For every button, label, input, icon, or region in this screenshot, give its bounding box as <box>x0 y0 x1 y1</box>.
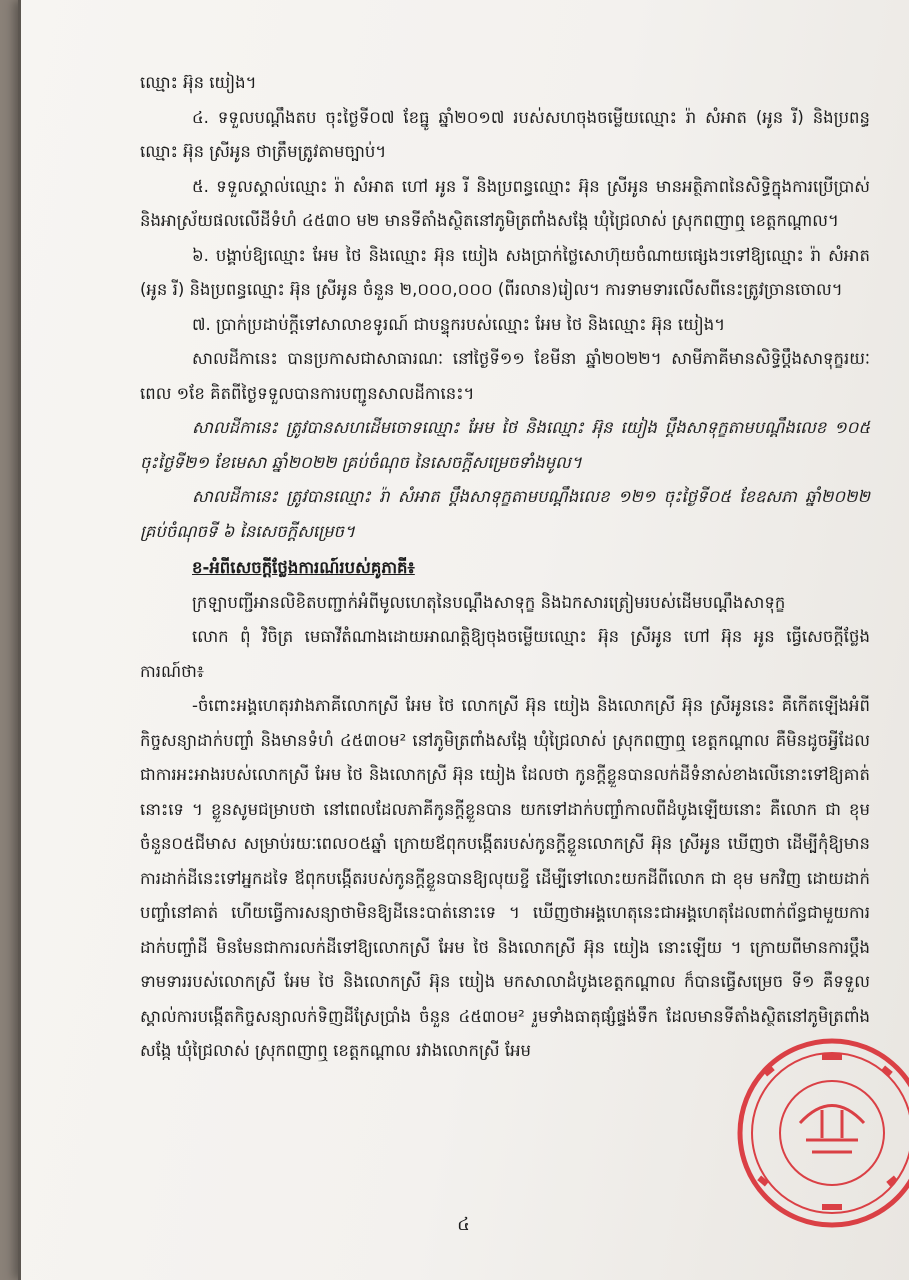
paragraph-0: ឈ្មោះ អ៊ុន យៀង។ <box>140 73 257 92</box>
official-seal-stamp <box>722 1028 909 1238</box>
paragraph-ruling-6: ៦. បង្គាប់ឱ្យឈ្មោះ អែម ថៃ និងឈ្មោះ អ៊ុន យៀង សងប្រាក់ថ្លៃសោហ៊ុយចំណាយផ្សេងៗទៅឱ្យឈ្មោះ រ៉ា សំអាត (អូន រី) និងប្រពន្ធឈ្មោះ អ៊ុន ស្រីអូន ចំនួន ២,០០០,០០០ (ពីរលាន)រៀល។ ការទាមទារលើសពីនេះត្រូវច្រានចោល។ <box>140 245 870 299</box>
paragraph-announcement: សាលដីកានេះ បានប្រកាសជាសាធារណៈ នៅថ្ងៃទី១១ ខែមីនា ឆ្នាំ២០២២។ សាមីភាគីមានសិទ្ធិប្តឹងសាទុក្ខរយៈពេល ១ខែ គិតពីថ្ងៃទទួលបានការបញ្ជូនសាលដីកានេះ។ <box>140 349 870 403</box>
document-body <box>140 66 870 1069</box>
body-paragraph-2: លោក ពុំ វិចិត្រ មេធាវីតំណាងដោយអាណត្តិឱ្យចុងចម្លើយឈ្មោះ អ៊ុន ស្រីអូន ហៅ អ៊ុន អូន ធ្វើសេចក្តីថ្លែងការណ៍ថា៖ <box>140 627 870 681</box>
paragraph-appeal-1: សាលដីកានេះ ត្រូវបានសហដើមចោទឈ្មោះ អែម ថៃ និងឈ្មោះ អ៊ុន យៀង ប្តឹងសាទុក្ខតាមបណ្តឹងលេខ ១០៥ ចុះថ្ងៃទី២១ ខែមេសា ឆ្នាំ២០២២ គ្រប់ចំណុច នៃសេចក្តីសម្រេចទាំងមូល។ <box>140 418 870 472</box>
page-number: ៤ <box>457 1214 470 1235</box>
paragraph-ruling-5: ៥. ទទួលស្គាល់ឈ្មោះ រ៉ា សំអាត ហៅ អូន រី និងប្រពន្ធឈ្មោះ អ៊ុន ស្រីអូន មានអត្ថិភាពនៃសិទ្ធិក្នុងការប្រើប្រាស់ និងអាស្រ័យផលលើដីទំហំ ៤៥៣០ ម២ មានទីតាំងស្ថិតនៅភូមិត្រពាំងសង្កែ ឃុំជ្រៃលាស់ ស្រុកពញាឮ ខេត្តកណ្តាល។ <box>140 176 870 230</box>
paragraph-appeal-2: សាលដីកានេះ ត្រូវបានឈ្មោះ រ៉ា សំអាត ប្តឹងសាទុក្ខតាមបណ្តឹងលេខ ១២១ ចុះថ្ងៃទី០៥ ខែឧសភា ឆ្នាំ២០២២ គ្រប់ចំណុចទី ៦ នៃសេចក្តីសម្រេច។ <box>140 487 870 541</box>
paragraph-ruling-4: ៤. ទទួលបណ្តឹងតប ចុះថ្ងៃទី០៧ ខែធ្នូ ឆ្នាំ២០១៧ របស់សហចុងចម្លើយឈ្មោះ រ៉ា សំអាត (អូន រី) និងប្រពន្ធឈ្មោះ អ៊ុន ស្រីអូន ថាត្រឹមត្រូវតាមច្បាប់។ <box>140 107 870 161</box>
page-fold-shadow <box>18 0 21 1280</box>
body-paragraph-1: ក្រឡាបញ្ជីអានលិខិតបញ្ជាក់អំពីមូលហេតុនៃបណ្តឹងសាទុក្ខ និងឯកសារត្រៀមរបស់ដើមបណ្តឹងសាទុក្ខ <box>192 592 786 612</box>
body-paragraph-3: -ចំពោះអង្គហេតុរវាងភាគីលោកស្រី អែម ថៃ លោកស្រី អ៊ុន យៀង និងលោកស្រី អ៊ុន ស្រីអូននេះ គឺកើតឡើងអំពីកិច្ចសន្យាដាក់បញ្ចាំ និងមានទំហំ ៤៥៣០ម² នៅភូមិត្រពាំងសង្កែ ឃុំជ្រៃលាស់ ស្រុកពញាឮ ខេត្តកណ្តាល គឺមិនដូចអ្វីដែលជាការអះអាងរបស់លោកស្រី អែម ថៃ និងលោកស្រី អ៊ុន យៀង ដែលថា កូនក្តីខ្លួនបានលក់ដីទំនាស់ខាងលើនោះទៅឱ្យគាត់នោះទេ ។ ខ្លួនសូមជម្រាបថា នៅពេលដែលភាគីកូនក្តីខ្លួនបាន យកទៅដាក់បញ្ចាំកាលពីដំបូងឡើយនោះ គឺលោក ជា ខុម ចំនួន០៥ជីមាស សម្រាប់រយៈពេល០៥ឆ្នាំ ក្រោយឪពុកបង្កើតរបស់កូនក្តីខ្លួនលោកស្រី អ៊ុន ស្រីអូន ឃើញថា ដើម្បីកុំឱ្យមានការដាក់ដីនេះទៅអ្នកដទៃ ឪពុកបង្កើតរបស់កូនក្តីខ្លួនបានឱ្យលុយខ្ចី ដើម្បីទៅលោះយកដីពីលោក ជា ខុម មកវិញ ដោយដាក់បញ្ចាំនៅគាត់ ហើយធ្វើការសន្យាថាមិនឱ្យដីនេះបាត់នោះទេ ។ ឃើញថាអង្គហេតុនេះជាអង្គហេតុដែលពាក់ព័ន្ធជាមួយការដាក់បញ្ចាំដី មិនមែនជាការលក់ដីទៅឱ្យលោកស្រី អែម ថៃ និងលោកស្រី អ៊ុន យៀង នោះឡើយ ។ ក្រោយពីមានការប្តឹងទាមទាររបស់លោកស្រី អែម ថៃ និងលោកស្រី អ៊ុន យៀង មកសាលាដំបូងខេត្តកណ្តាល ក៏បានធ្វើសម្រេច ទី១ គឺទទួលស្គាល់ការបង្កើតកិច្ចសន្យាលក់ទិញដីស្រែប្រាំង ចំនួន ៤៥៣០ម² រួមទាំងធាតុផ្សំផ្ទង់ទឹក ដែលមានទីតាំងស្ថិតនៅភូមិត្រពាំងសង្កែ ឃុំជ្រៃលាស់ ស្រុកពញាឮ ខេត្តកណ្តាល រវាងលោកស្រី អែម <box>140 696 870 1060</box>
paragraph-ruling-7: ៧. ប្រាក់ប្រដាប់ក្តីទៅសាលាខទូរណ៍ ជាបន្ទុករបស់ឈ្មោះ អែម ថៃ និងឈ្មោះ អ៊ុន យៀង។ <box>192 314 726 334</box>
section-heading: ខ-អំពីសេចក្តីថ្លែងការណ៍របស់គូភាគី៖ <box>192 558 415 577</box>
